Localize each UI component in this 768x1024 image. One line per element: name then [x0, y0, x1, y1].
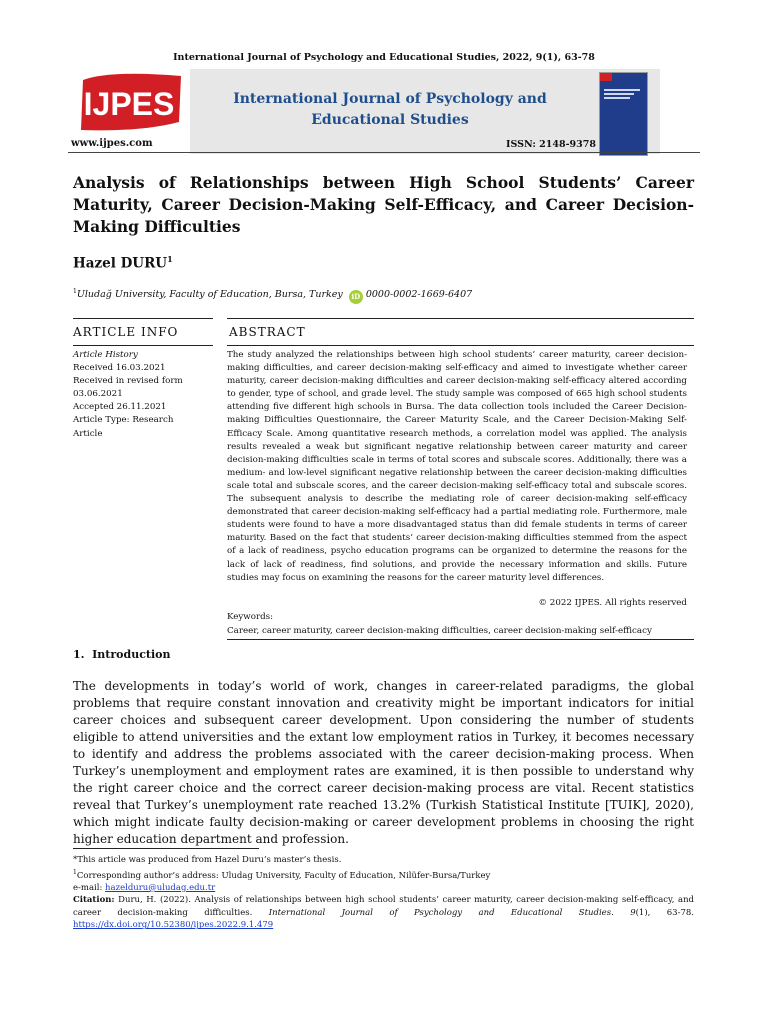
divider: [73, 318, 213, 319]
header-rule: [68, 152, 700, 153]
keywords-label: Keywords:: [227, 612, 274, 622]
corresponding-address: $^1$Corresponding author’s address: Uludag University, Faculty of Education, Nilüfer-Bursa/Turkey: [73, 868, 491, 881]
footnote-rule: [73, 848, 259, 849]
orcid-id[interactable]: 0000-0002-1669-6407: [365, 289, 473, 301]
divider: [227, 345, 694, 346]
introduction-heading: 1. Introduction: [73, 648, 171, 661]
divider: [227, 639, 694, 640]
running-head: International Journal of Psychology and Educational Studies, 2022, 9(1), 63-78: [173, 52, 595, 63]
issn: ISSN: 2148-9378: [506, 139, 596, 150]
journal-logo[interactable]: [71, 72, 184, 134]
divider: [73, 345, 213, 346]
citation: Citation: Duru, H. (2022). Analysis of relationships between high school students’ career maturity, career decision-making self-efficacy, and career decision-making difficulties. International Journal of Psychology and Educational Studies. 9(1), 63-78. https://dx.doi.org/10.52380/ijpes.2022.9.1.479: [73, 895, 697, 931]
article-info: Article History Received 16.03.2021 Received in revised form 03.06.2021 Accepted 26.11.2021 Article Type: Research Article: [73, 350, 183, 439]
keywords: Career, career maturity, career decision-making difficulties, career decision-making self-efficacy: [227, 626, 652, 636]
email-link[interactable]: hazelduru@uludag.edu.tr: [105, 882, 216, 893]
article-info-heading: ARTICLE INFO: [73, 325, 179, 339]
orcid-icon[interactable]: iD: [349, 290, 363, 304]
author-name: Hazel DURU$^1$: [73, 254, 173, 272]
abstract-text: The study analyzed the relationships between high school students’ career maturity, career decision-making difficulties, and career decision-making self-efficacy and aimed to investigate whether career maturity, career decision-making difficulties and career decision-making self-efficacy altered according to gender, type of school, and grade level. The study sample was composed of 665 high school students attending five different high schools in Bursa. The data collection tools included the Career Decision-making Difficulties Questionnaire, the Career Maturity Scale, and the Career Decision-Making Self-Efficacy Scale. Among quantitative research methods, a correlation model was applied. The analysis results revealed a weak but significant negative relationship between career maturity and career decision-making difficulties scale in terms of total scores and subscale scores. Additionally, there was a medium- and low-level significant negative relationship between the career decision-making difficulties scale total and subscale scores, and the career decision-making self-efficacy total and subscale scores. The subsequent analysis to describe the mediating role of career decision-making self-efficacy demonstrated that career decision-making self-efficacy had a partial mediating role. Furthermore, male students were found to have a more disadvantaged status than did female students in terms of career maturity. Based on the fact that students’ career decision-making difficulties stemmed from the aspect of a lack of readiness, psycho education programs can be organized to determine the reasons for the lack of lack of readiness, find solutions, and provide the necessary information and skills. Future studies may focus on examining the reasons for the career maturity level differences.: [227, 350, 687, 583]
journal-header: [68, 69, 700, 156]
journal-title: International Journal of Psychology and Educational Studies: [233, 91, 547, 128]
email-line: e-mail: hazelduru@uludag.edu.tr: [73, 882, 216, 893]
journal-cover-image: [599, 72, 648, 156]
thesis-note: *This article was produced from Hazel Duru’s master’s thesis.: [73, 855, 342, 865]
copyright: © 2022 IJPES. All rights reserved: [538, 598, 687, 608]
introduction-paragraph: The developments in today’s world of work, changes in career-related paradigms, the global problems that require constant innovation and creativity might be important indicators for initial career choices and subsequent career development. Upon considering the number of students eligible to attend universities and the extant low employment ratios in Turkey, it becomes necessary to identify and address the problems associated with the career decision-making process. When Turkey’s unemployment and employment rates are examined, it is then possible to understand why the right career choice and the correct career decision-making process are vital. Recent statistics reveal that Turkey’s unemployment rate reached 13.2% (Turkish Statistical Institute [TUIK], 2020), which might indicate faulty decision-making or career development problems in choosing the right higher education department and profession.: [73, 679, 694, 846]
journal-website-link[interactable]: www.ijpes.com: [71, 138, 153, 149]
article-title: Analysis of Relationships between High School Students’ Career Maturity, Career Decision-Making Self-Efficacy, and Career Decision-Making Difficulties: [73, 173, 694, 236]
footnotes: [73, 854, 697, 932]
logo-text: IJPES: [83, 86, 175, 122]
doi-link[interactable]: https://dx.doi.org/10.52380/ijpes.2022.9.1.479: [73, 920, 274, 931]
divider: [227, 318, 694, 319]
affiliation: $^1$Uludağ University, Faculty of Education, Bursa, Turkey iD 0000-0002-1669-6407: [73, 288, 472, 304]
abstract-heading: ABSTRACT: [229, 325, 306, 339]
